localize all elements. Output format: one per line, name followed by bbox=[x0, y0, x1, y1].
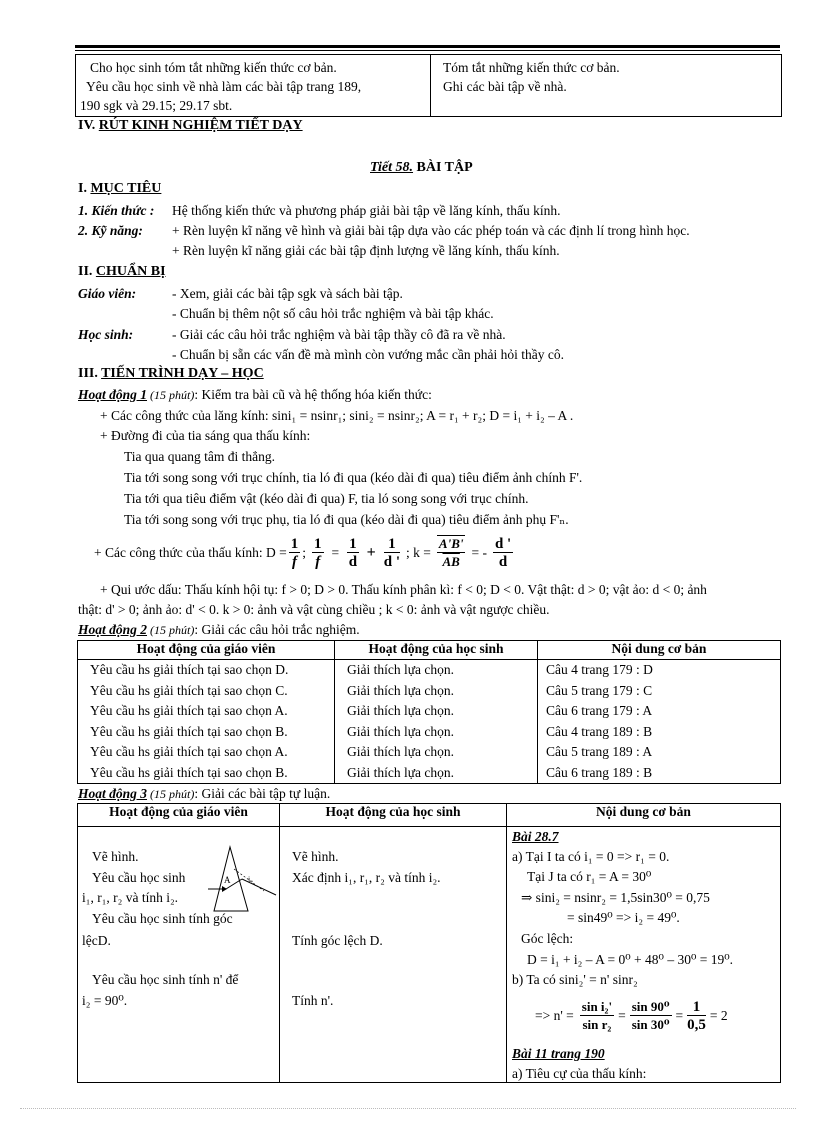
numerator: sin 90⁰ bbox=[631, 998, 670, 1014]
lens-formula-prefix: + Các công thức của thấu kính: D = bbox=[94, 545, 287, 560]
activity-duration: (15 phút) bbox=[147, 623, 195, 637]
table-cell-text: Giải thích lựa chọn. bbox=[347, 744, 455, 759]
teacher-step: i₁, r₁, r₂ và tính i₂. bbox=[82, 890, 179, 905]
summary-table bbox=[75, 54, 782, 117]
formula-prefix: => n' = bbox=[535, 1008, 574, 1023]
activity-3-heading bbox=[78, 786, 330, 802]
knowledge-label: 1. Kiến thức : bbox=[78, 203, 155, 218]
lesson-title bbox=[370, 160, 473, 176]
teacher-step: Yêu cầu học sinh tính góc bbox=[92, 911, 233, 926]
table-header-row bbox=[78, 804, 781, 827]
teacher-step: Vẽ hình. bbox=[92, 849, 139, 864]
table-cell-text: Giải thích lựa chọn. bbox=[347, 764, 455, 780]
content-cell bbox=[507, 827, 781, 1083]
denominator: f bbox=[315, 553, 321, 570]
denominator: d bbox=[348, 553, 358, 570]
table-cell-text: Yêu cầu hs giải thích tại sao chọn B. bbox=[90, 764, 288, 780]
activity-description: : Giải các bài tập tự luận. bbox=[194, 786, 331, 801]
activity-description: : Giải các câu hỏi trắc nghiệm. bbox=[194, 622, 360, 637]
formula-result: = 2 bbox=[709, 1008, 728, 1023]
exercise-table bbox=[77, 803, 781, 1083]
numerator: 1 bbox=[290, 535, 299, 552]
plus-sign: + bbox=[366, 544, 376, 561]
knowledge-text: Hệ thống kiến thức và phương pháp giải bài tập về lăng kính, thấu kính. bbox=[172, 203, 561, 218]
table-cell-text: Yêu cầu hs giải thích tại sao chọn C. bbox=[90, 682, 288, 698]
ray-rule-2: Tia tới song song với trục chính, tia ló đi qua (kéo dài đi qua) tiêu điểm ảnh chính F'. bbox=[124, 470, 583, 485]
section-number: I. bbox=[78, 181, 91, 196]
prism-i2-label: i₂ bbox=[248, 875, 254, 884]
fraction-1-over-d bbox=[347, 536, 359, 571]
activity-label: Hoạt động 3 bbox=[78, 786, 148, 801]
student-step: Tính góc lệch D. bbox=[292, 933, 383, 948]
table-row bbox=[78, 827, 781, 1083]
page-bottom-border bbox=[20, 1108, 796, 1109]
exercise-title: Bài 11 trang 190 bbox=[512, 1046, 605, 1061]
student-label: Học sinh: bbox=[78, 327, 134, 342]
section-i-heading bbox=[78, 181, 161, 197]
fraction-sin-i2-over-sin-r2 bbox=[580, 999, 614, 1034]
separator: ; bbox=[302, 545, 307, 560]
fraction-ab-prime-over-ab bbox=[437, 535, 466, 571]
ray-rule-3: Tia tới qua tiêu điểm vật (kéo dài đi qua) F, tia ló song song với trục chính. bbox=[124, 491, 529, 506]
solution-line: Tại J ta có r₁ = A = 30⁰ bbox=[527, 869, 652, 884]
solution-line: ⇒ sini₂ = nsinr₂ = 1,5sin30⁰ = 0,75 bbox=[521, 890, 710, 905]
numerator: sin i₂' bbox=[581, 998, 613, 1014]
teacher-prep-2: - Chuẩn bị thêm nột số câu hỏi trắc nghiệm và bài tập khác. bbox=[172, 306, 494, 321]
column-header: Nội dung cơ bản bbox=[507, 804, 781, 827]
table-cell-text: Câu 6 trang 179 : A bbox=[546, 703, 653, 718]
prism-diagram bbox=[208, 845, 278, 915]
teacher-step: i₂ = 90⁰. bbox=[82, 993, 128, 1008]
denominator: d bbox=[498, 553, 508, 570]
section-number: IV. bbox=[78, 118, 99, 133]
solution-line: D = i₁ + i₂ – A = 0⁰ + 48⁰ – 30⁰ = 19⁰. bbox=[527, 952, 734, 967]
solution-line: a) Tiêu cự của thấu kính: bbox=[512, 1066, 647, 1081]
teacher-cell bbox=[78, 660, 335, 784]
prism-apex-label: A bbox=[224, 875, 231, 885]
solution-line: Góc lệch: bbox=[521, 931, 574, 946]
top-rule-thin bbox=[75, 50, 780, 51]
student-step: Xác định i₁, r₁, r₂ và tính i₂. bbox=[292, 870, 441, 885]
summary-teacher-line: Yêu cầu học sinh về nhà làm các bài tập trang 189, bbox=[86, 79, 362, 94]
summary-teacher-line: 190 sgk và 29.15; 29.17 sbt. bbox=[80, 98, 233, 113]
table-cell-text: Câu 5 trang 189 : A bbox=[546, 744, 653, 759]
table-cell-text: Yêu cầu hs giải thích tại sao chọn A. bbox=[90, 744, 288, 759]
column-header: Hoạt động của giáo viên bbox=[78, 641, 335, 660]
student-prep-1: - Giải các câu hỏi trắc nghiệm và bài tập thầy cô đã ra về nhà. bbox=[172, 327, 506, 342]
activity-label: Hoạt động 1 bbox=[78, 387, 148, 402]
lens-formulas bbox=[94, 528, 515, 578]
table-cell bbox=[76, 55, 431, 117]
activity-duration: (15 phút) bbox=[147, 787, 195, 801]
table-row bbox=[78, 660, 781, 784]
teacher-cell bbox=[78, 827, 280, 1083]
fraction-1-over-d-prime bbox=[384, 536, 400, 571]
activity-1-heading bbox=[78, 387, 432, 403]
refractive-index-formula bbox=[535, 990, 728, 1042]
summary-student-line: Ghi các bài tập về nhà. bbox=[443, 79, 567, 94]
fraction-sin90-over-sin30 bbox=[630, 999, 672, 1034]
column-header: Nội dung cơ bản bbox=[538, 641, 781, 660]
section-iv-heading bbox=[78, 118, 303, 134]
section-title: RÚT KINH NGHIỆM TIẾT DẠY bbox=[98, 118, 303, 133]
sign-convention-1: + Qui ước dấu: Thấu kính hội tụ: f > 0; D > 0. Thấu kính phân kì: f < 0; D < 0. Vật thật: d > 0; vật ảo: d < 0; ảnh bbox=[100, 582, 707, 597]
activity-duration: (15 phút) bbox=[147, 388, 195, 402]
equals-sign: = bbox=[618, 1008, 626, 1023]
table-cell-text: Giải thích lựa chọn. bbox=[347, 662, 455, 677]
skills-label: 2. Kỹ năng: bbox=[78, 223, 143, 238]
teacher-step: Yêu cầu học sinh tính n' để bbox=[92, 972, 239, 987]
student-prep-2: - Chuẩn bị sẵn các vấn đề mà mình còn vướng mắc cần phải hỏi thầy cô. bbox=[172, 347, 564, 362]
activity-2-heading bbox=[78, 622, 360, 638]
section-title: CHUẨN BỊ bbox=[95, 264, 166, 279]
numerator: d ' bbox=[494, 535, 512, 552]
top-rule-thick bbox=[75, 45, 780, 48]
table-cell bbox=[431, 55, 782, 117]
equals-minus: = - bbox=[471, 545, 487, 560]
table-header-row bbox=[78, 641, 781, 660]
exercise-title: Bài 28.7 bbox=[512, 829, 559, 844]
fraction-1-over-0-5 bbox=[687, 999, 706, 1034]
table-cell-text: Câu 6 trang 189 : B bbox=[546, 764, 653, 780]
denominator: AB bbox=[442, 554, 460, 569]
denominator: d ' bbox=[383, 553, 401, 570]
section-number: III. bbox=[78, 366, 102, 381]
activity-label: Hoạt động 2 bbox=[78, 622, 148, 637]
ray-rule-1: Tia qua quang tâm đi thẳng. bbox=[124, 449, 275, 464]
sign-convention-2: thật: d' > 0; ảnh ảo: d' < 0. k > 0: ảnh và vật cùng chiều ; k < 0: ảnh và vật ngược chiều. bbox=[78, 602, 550, 617]
student-cell bbox=[335, 660, 538, 784]
skills-text-1: + Rèn luyện kĩ năng vẽ hình và giải bài tập dựa vào các phép toán và các định lí trong hình học. bbox=[172, 223, 690, 238]
denominator: 0,5 bbox=[687, 1016, 706, 1033]
magnification-label: ; k = bbox=[406, 545, 431, 560]
lesson-name: BÀI TẬP bbox=[413, 160, 473, 175]
table-cell-text: Yêu cầu hs giải thích tại sao chọn B. bbox=[90, 723, 288, 739]
denominator: sin r₂ bbox=[582, 1016, 612, 1032]
equals-sign: = bbox=[675, 1008, 684, 1023]
solution-line: a) Tại I ta có i₁ = 0 => r₁ = 0. bbox=[512, 849, 670, 864]
table-cell-text: Giải thích lựa chọn. bbox=[347, 703, 455, 718]
solution-line: = sin49⁰ => i₂ = 49⁰. bbox=[567, 910, 680, 925]
numerator: A'B' bbox=[438, 536, 464, 551]
denominator: f bbox=[292, 553, 297, 570]
student-step: Tính n'. bbox=[292, 993, 334, 1008]
numerator: 1 bbox=[314, 535, 322, 552]
table-cell-text: Giải thích lựa chọn. bbox=[347, 682, 455, 698]
summary-teacher-line: Cho học sinh tóm tắt những kiến thức cơ bản. bbox=[90, 60, 337, 75]
student-step: Vẽ hình. bbox=[292, 849, 339, 864]
student-cell bbox=[280, 827, 507, 1083]
column-header: Hoạt động của học sinh bbox=[335, 641, 538, 660]
teacher-step: Yêu cầu học sinh bbox=[92, 870, 186, 885]
section-number: II. bbox=[78, 264, 96, 279]
multiple-choice-table bbox=[77, 640, 781, 784]
table-row bbox=[76, 55, 782, 117]
prism-formulas: + Các công thức của lăng kính: sini₁ = nsinr₁; sini₂ = nsinr₂; A = r₁ + r₂; D = i₁ + i₂ – A . bbox=[100, 408, 574, 423]
section-title: MỤC TIÊU bbox=[90, 181, 162, 196]
section-ii-heading bbox=[78, 264, 166, 280]
numerator: 1 bbox=[349, 535, 357, 552]
numerator: 1 bbox=[687, 999, 706, 1016]
teacher-label: Giáo viên: bbox=[78, 286, 137, 301]
table-cell-text: Yêu cầu hs giải thích tại sao chọn D. bbox=[90, 662, 289, 677]
numerator: 1 bbox=[384, 536, 400, 553]
table-cell-text: Yêu cầu hs giải thích tại sao chọn A. bbox=[90, 703, 288, 718]
table-cell-text: Câu 4 trang 179 : D bbox=[546, 662, 653, 677]
table-cell-text: Giải thích lựa chọn. bbox=[347, 723, 455, 739]
equals-sign: = bbox=[331, 545, 340, 560]
fraction-d-prime-over-d bbox=[493, 536, 513, 571]
summary-student-line: Tóm tắt những kiến thức cơ bản. bbox=[443, 60, 620, 75]
ray-rule-4: Tia tới song song với trục phụ, tia ló đi qua (kéo dài đi qua) tiêu điểm ảnh phụ F'ₙ. bbox=[124, 512, 569, 527]
lesson-number: Tiết 58. bbox=[370, 160, 414, 175]
table-cell-text: Câu 5 trang 179 : C bbox=[546, 682, 653, 698]
section-title: TIẾN TRÌNH DẠY – HỌC bbox=[101, 366, 264, 381]
ray-path-heading: + Đường đi của tia sáng qua thấu kính: bbox=[100, 428, 311, 443]
activity-description: : Kiểm tra bài cũ và hệ thống hóa kiến thức: bbox=[194, 387, 432, 402]
teacher-step: lệcD. bbox=[82, 933, 111, 948]
denominator: sin 30⁰ bbox=[631, 1016, 670, 1032]
content-cell bbox=[538, 660, 781, 784]
teacher-prep-1: - Xem, giải các bài tập sgk và sách bài tập. bbox=[172, 286, 403, 301]
column-header: Hoạt động của học sinh bbox=[280, 804, 507, 827]
fraction-1-over-f bbox=[289, 536, 301, 571]
column-header: Hoạt động của giáo viên bbox=[78, 804, 280, 827]
skills-text-2: + Rèn luyện kĩ năng giải các bài tập định lượng về lăng kính, thấu kính. bbox=[172, 243, 560, 258]
fraction-1-over-f bbox=[312, 536, 324, 571]
section-iii-heading bbox=[78, 366, 264, 382]
table-cell-text: Câu 4 trang 189 : B bbox=[546, 723, 653, 739]
solution-line: b) Ta có sini₂' = n' sinr₂ bbox=[512, 972, 638, 987]
